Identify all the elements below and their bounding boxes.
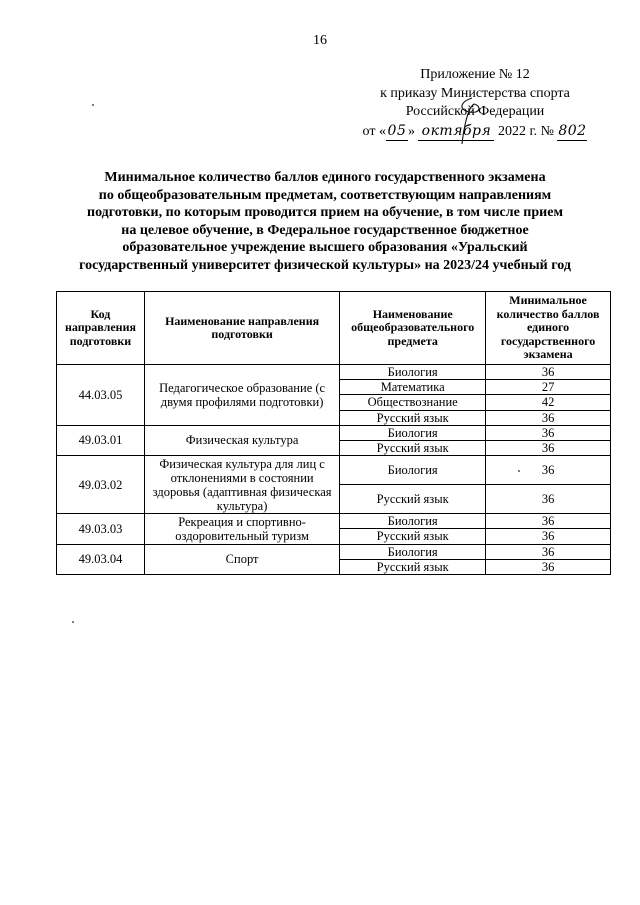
table-row — [57, 365, 611, 380]
subject-cell: Биология — [340, 456, 486, 485]
scan-speck — [72, 621, 74, 623]
subject-cell: Русский язык — [340, 529, 486, 544]
score-cell: 36 — [486, 440, 611, 455]
subject-cell: Русский язык — [340, 559, 486, 574]
title-line: Минимальное количество баллов единого государственного экзамена — [104, 170, 546, 185]
direction-name: Педагогическое образование (с двумя профилями подготовки) — [144, 365, 339, 426]
score-cell: 36 — [486, 514, 611, 529]
appendix-order-ref: к приказу Министерства спорта — [380, 85, 570, 101]
score-cell: 36 — [486, 456, 611, 485]
score-cell: 36 — [486, 410, 611, 425]
score-cell: 36 — [486, 559, 611, 574]
header-min-score: Минимальное количество баллов единого государственного экзамена — [486, 292, 611, 365]
direction-code: 49.03.02 — [57, 456, 145, 514]
direction-name: Спорт — [144, 544, 339, 574]
table-row — [57, 456, 611, 485]
subject-cell: Биология — [340, 365, 486, 380]
header-subject: Наименование общеобразовательного предмета — [340, 292, 486, 365]
scan-speck — [518, 470, 520, 472]
title-line: образовательное учреждение высшего образования «Уральский — [122, 240, 528, 256]
direction-code: 49.03.01 — [57, 425, 145, 455]
header-code: Код направления подготовки — [57, 292, 145, 365]
score-cell: 36 — [486, 365, 611, 380]
title-line: по общеобразовательным предметам, соответствующим направлениям — [98, 187, 552, 203]
appendix-ministry: Российской Федерации — [405, 104, 545, 119]
handwritten-day: 05 — [386, 122, 408, 142]
direction-name: Физическая культура — [144, 425, 339, 455]
table-row — [57, 514, 611, 529]
header-direction-name: Наименование направления подготовки — [144, 292, 339, 365]
scan-speck — [92, 104, 94, 106]
date-prefix: от « — [362, 123, 386, 139]
score-cell: 36 — [486, 529, 611, 544]
subject-cell: Биология — [340, 514, 486, 529]
score-cell: 27 — [486, 380, 611, 395]
table-row — [57, 544, 611, 559]
appendix-title: Приложение № 12 — [420, 67, 530, 82]
table-row — [57, 425, 611, 440]
direction-code: 44.03.05 — [57, 365, 145, 426]
signature-stroke — [452, 96, 492, 146]
score-cell: 36 — [486, 485, 611, 514]
title-line: на целевое обучение, в Федеральное государственное бюджетное — [121, 222, 529, 238]
title-line: государственный университет физической культуры» на 2023/24 учебный год — [79, 257, 571, 273]
min-scores-table — [56, 291, 611, 575]
score-cell: 42 — [486, 395, 611, 410]
date-mid: » — [407, 123, 415, 139]
direction-code: 49.03.03 — [57, 514, 145, 544]
subject-cell: Математика — [340, 380, 486, 395]
direction-code: 49.03.04 — [57, 544, 145, 574]
table-header-row — [57, 292, 611, 365]
subject-cell: Русский язык — [340, 410, 486, 425]
direction-name: Физическая культура для лиц с отклонениями в состоянии здоровья (адаптивная физическая культура) — [144, 456, 339, 514]
subject-cell: Русский язык — [340, 440, 486, 455]
score-cell: 36 — [486, 544, 611, 559]
date-year: 2022 г. № — [497, 123, 554, 139]
direction-name: Рекреация и спортивно-оздоровительный туризм — [144, 514, 339, 544]
handwritten-number: 802 — [557, 122, 587, 142]
page-number: 16 — [313, 33, 327, 48]
score-cell: 36 — [486, 425, 611, 440]
subject-cell: Биология — [340, 425, 486, 440]
subject-cell: Русский язык — [340, 485, 486, 514]
subject-cell: Обществознание — [340, 395, 486, 410]
subject-cell: Биология — [340, 544, 486, 559]
handwritten-month: октября — [418, 122, 494, 142]
document-title — [40, 169, 610, 275]
title-line: подготовки, по которым проводится прием на обучение, в том числе прием — [87, 205, 563, 221]
